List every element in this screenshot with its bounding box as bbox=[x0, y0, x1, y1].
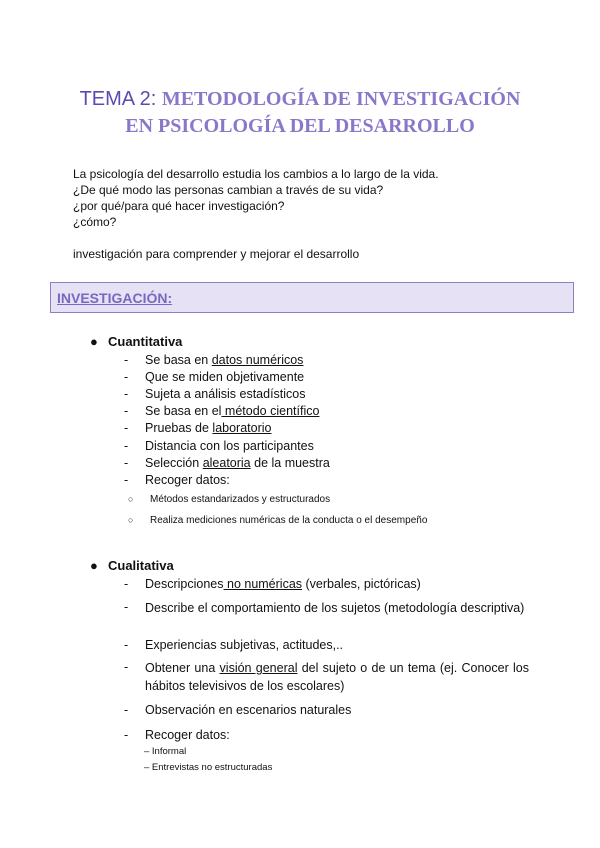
list-item: - Observación en escenarios naturales bbox=[124, 703, 352, 717]
list-item: - Recoger datos: bbox=[124, 728, 230, 742]
dash-marker: - bbox=[124, 600, 129, 614]
intro-line: La psicología del desarrollo estudia los cambios a lo largo de la vida. bbox=[73, 167, 439, 181]
list-item: - Se basa en datos numéricos bbox=[124, 353, 304, 367]
sub-list-item: ○ Métodos estandarizados y estructurados bbox=[128, 494, 331, 505]
title-text-1: METODOLOGÍA DE INVESTIGACIÓN bbox=[161, 88, 521, 110]
section-heading-box bbox=[50, 282, 574, 313]
bullet-icon: ● bbox=[90, 558, 98, 573]
list-item: Obtener una visión general del sujeto o de un tema (ej. Conocer los hábitos televisivos de los escolares) bbox=[145, 661, 529, 693]
title-text-2: EN PSICOLOGÍA DEL DESARROLLO bbox=[125, 115, 475, 137]
topic-number: TEMA 2: bbox=[79, 88, 157, 110]
bullet-icon: ● bbox=[90, 334, 98, 349]
section-heading: INVESTIGACIÓN: bbox=[57, 290, 173, 306]
sub-list-item: ○ Realiza mediciones numéricas de la conducta o el desempeño bbox=[128, 515, 428, 526]
circle-bullet-icon: ○ bbox=[128, 494, 134, 504]
intro-line: ¿cómo? bbox=[73, 215, 117, 229]
page-title-line1 bbox=[0, 86, 600, 112]
sub-list-item: – Entrevistas no estructuradas bbox=[144, 762, 273, 773]
intro-line: ¿por qué/para qué hacer investigación? bbox=[73, 199, 285, 213]
intro-line: investigación para comprender y mejorar el desarrollo bbox=[73, 247, 360, 261]
cuantitativa-heading: ● Cuantitativa bbox=[90, 334, 183, 349]
list-item: - Distancia con los participantes bbox=[124, 439, 314, 453]
page-title-line2 bbox=[0, 113, 600, 139]
list-item: - Pruebas de laboratorio bbox=[124, 421, 272, 435]
list-item: Describe el comportamiento de los sujetos (metodología descriptiva) bbox=[145, 601, 525, 615]
cualitativa-heading: ● Cualitativa bbox=[90, 558, 174, 573]
dash-marker: - bbox=[124, 660, 129, 674]
list-item: - Que se miden objetivamente bbox=[124, 370, 305, 384]
list-item: - Selección aleatoria de la muestra bbox=[124, 456, 330, 470]
list-item: - Recoger datos: bbox=[124, 473, 230, 487]
circle-bullet-icon: ○ bbox=[128, 515, 134, 525]
list-item: - Sujeta a análisis estadísticos bbox=[124, 387, 306, 401]
list-item: - Se basa en el método científico bbox=[124, 404, 320, 418]
sub-list-item: – Informal bbox=[144, 746, 187, 757]
list-item: - Descripciones no numéricas (verbales, pictóricas) bbox=[124, 577, 421, 591]
intro-line: ¿De qué modo las personas cambian a través de su vida? bbox=[73, 183, 384, 197]
list-item: - Experiencias subjetivas, actitudes,.. bbox=[124, 638, 344, 652]
intro-paragraph bbox=[73, 166, 439, 262]
